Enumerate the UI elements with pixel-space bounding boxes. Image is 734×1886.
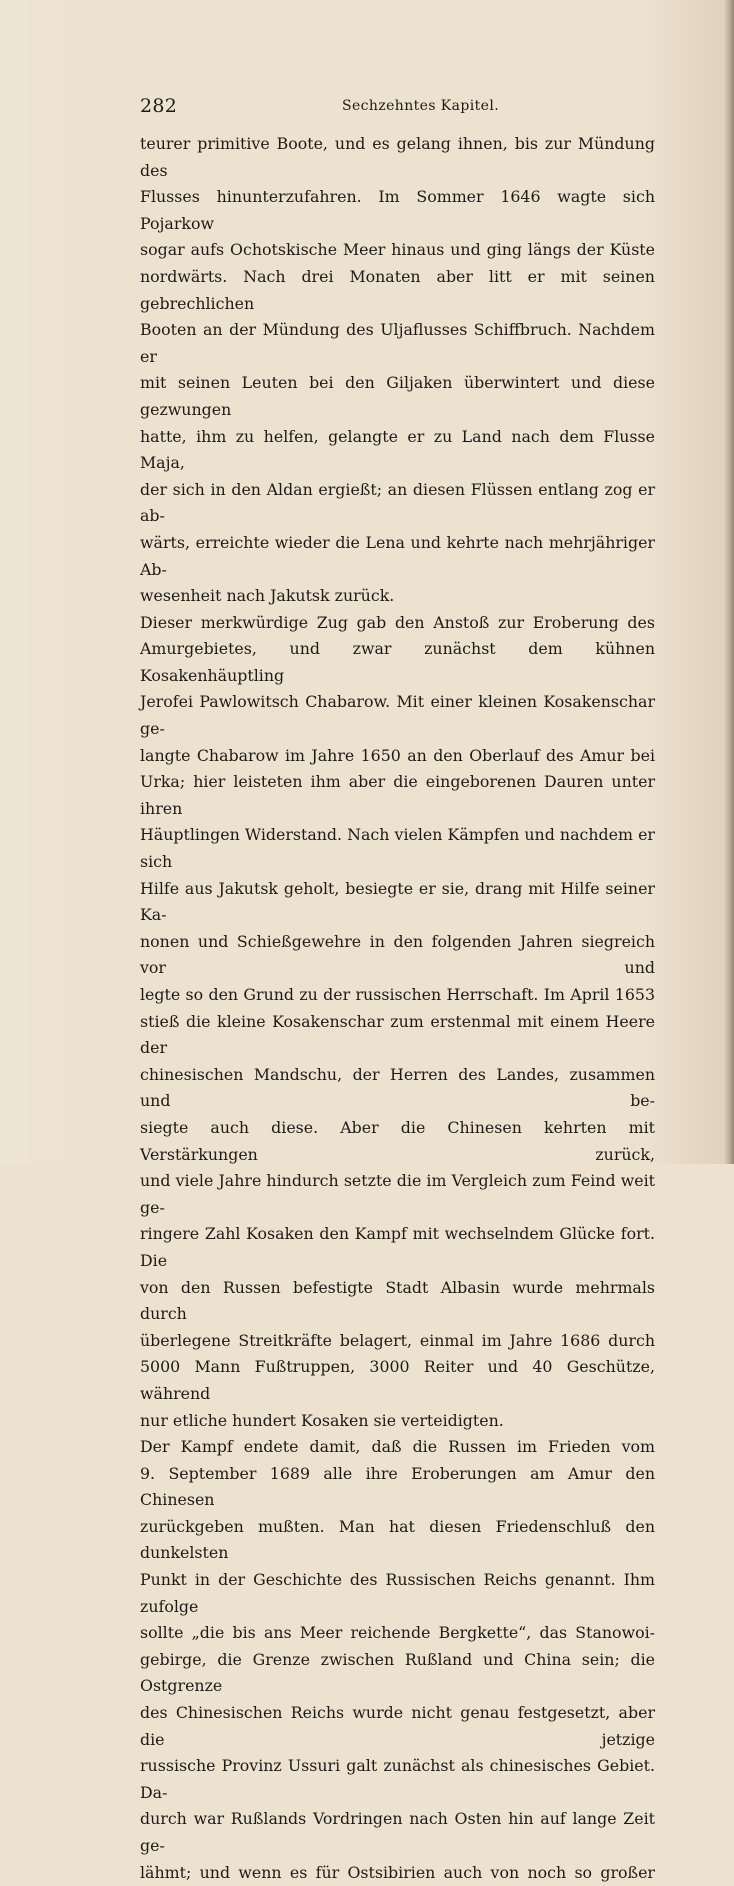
text-line: 5000 Mann Fußtruppen, 3000 Reiter und 40 Geschütze, während	[140, 1357, 655, 1403]
text-line: zurückgeben mußten. Man hat diesen Friedenschluß den dunkelsten	[140, 1516, 655, 1563]
text-line: chinesischen Mandschu, der Herren des Landes, zusammen und be-	[140, 1064, 655, 1111]
text-line: siegte auch diese. Aber die Chinesen kehrten mit Verstärkungen zurück,	[140, 1117, 655, 1164]
text-line: Hilfe aus Jakutsk geholt, besiegte er sie, drang mit Hilfe seiner Ka-	[140, 878, 655, 925]
text-line: überlegene Streitkräfte belagert, einmal im Jahre 1686 durch	[140, 1330, 655, 1350]
text-line: mit seinen Leuten bei den Giljaken überwintert und diese gezwungen	[140, 373, 655, 419]
text-line: Der Kampf endete damit, daß die Russen im Frieden vom	[140, 1437, 655, 1457]
text-line: Flusses hinunterzufahren. Im Sommer 1646 wagte sich Pojarkow	[140, 187, 655, 233]
text-line: 9. September 1689 alle ihre Eroberungen am Amur den Chinesen	[140, 1463, 655, 1510]
text-line: langte Chabarow im Jahre 1650 an den Oberlauf des Amur bei	[140, 745, 655, 765]
text-line: legte so den Grund zu der russischen Herrschaft. Im April 1653	[140, 985, 655, 1004]
running-head: Sechzehntes Kapitel.	[342, 98, 500, 114]
text-line: russische Provinz Ussuri galt zunächst als chinesisches Gebiet. Da-	[140, 1756, 655, 1802]
text-line: von den Russen befestigte Stadt Albasin wurde mehrmals durch	[140, 1277, 655, 1324]
body-text	[140, 131, 655, 1886]
text-line: wärts, erreichte wieder die Lena und kehrte nach mehrjähriger Ab-	[140, 532, 655, 579]
text-line: hatte, ihm zu helfen, gelangte er zu Land nach dem Flusse Maja,	[140, 426, 655, 473]
text-line: stieß die kleine Kosakenschar zum erstenmal mit einem Heere der	[140, 1011, 655, 1058]
text-line: der sich in den Aldan ergießt; an diesen Flüssen entlang zog er ab-	[140, 479, 655, 526]
page-number: 282	[140, 95, 178, 117]
text-line: ringere Zahl Kosaken den Kampf mit wechselndem Glücke fort. Die	[140, 1224, 655, 1270]
page-edge-shadow	[724, 0, 734, 1164]
text-line: teurer primitive Boote, und es gelang ihnen, bis zur Mündung des	[140, 134, 655, 180]
text-line: lähmt; und wenn es für Ostsibirien auch von noch so großer	[140, 1862, 655, 1882]
text-line: sollte „die bis ans Meer reichende Bergkette“, das Stanowoi-	[140, 1623, 655, 1643]
text-line: nordwärts. Nach drei Monaten aber litt er mit seinen gebrechlichen	[140, 266, 655, 313]
text-line: gebirge, die Grenze zwischen Rußland und China sein; die Ostgrenze	[140, 1649, 655, 1696]
text-line: des Chinesischen Reichs wurde nicht genau festgesetzt, aber die jetzige	[140, 1703, 655, 1749]
text-line: Booten an der Mündung des Uljaflusses Schiffbruch. Nachdem er	[140, 320, 655, 366]
text-line: Amurgebietes, und zwar zunächst dem kühnen Kosakenhäuptling	[140, 639, 655, 685]
text-line: und viele Jahre hindurch setzte die im Vergleich zum Feind weit ge-	[140, 1171, 655, 1217]
page-header	[140, 94, 655, 118]
text-line: Jerofei Pawlowitsch Chabarow. Mit einer kleinen Kosakenschar ge-	[140, 692, 655, 739]
text-line: sogar aufs Ochotskische Meer hinaus und ging längs der Küste	[140, 240, 655, 260]
text-line: nur etliche hundert Kosaken sie verteidigten.	[140, 1410, 504, 1430]
text-line: Urka; hier leisteten ihm aber die eingeborenen Dauren unter ihren	[140, 772, 655, 818]
text-line: durch war Rußlands Vordringen nach Osten hin auf lange Zeit ge-	[140, 1809, 655, 1855]
text-line: wesenheit nach Jakutsk zurück.	[140, 586, 395, 606]
text-line: nonen und Schießgewehre in den folgenden Jahren siegreich vor und	[140, 931, 655, 978]
text-line: Häuptlingen Widerstand. Nach vielen Kämpfen und nachdem er sich	[140, 825, 655, 872]
text-line: Dieser merkwürdige Zug gab den Anstoß zur Eroberung des	[140, 612, 655, 632]
text-line: Punkt in der Geschichte des Russischen Reichs genannt. Ihm zufolge	[140, 1570, 655, 1616]
